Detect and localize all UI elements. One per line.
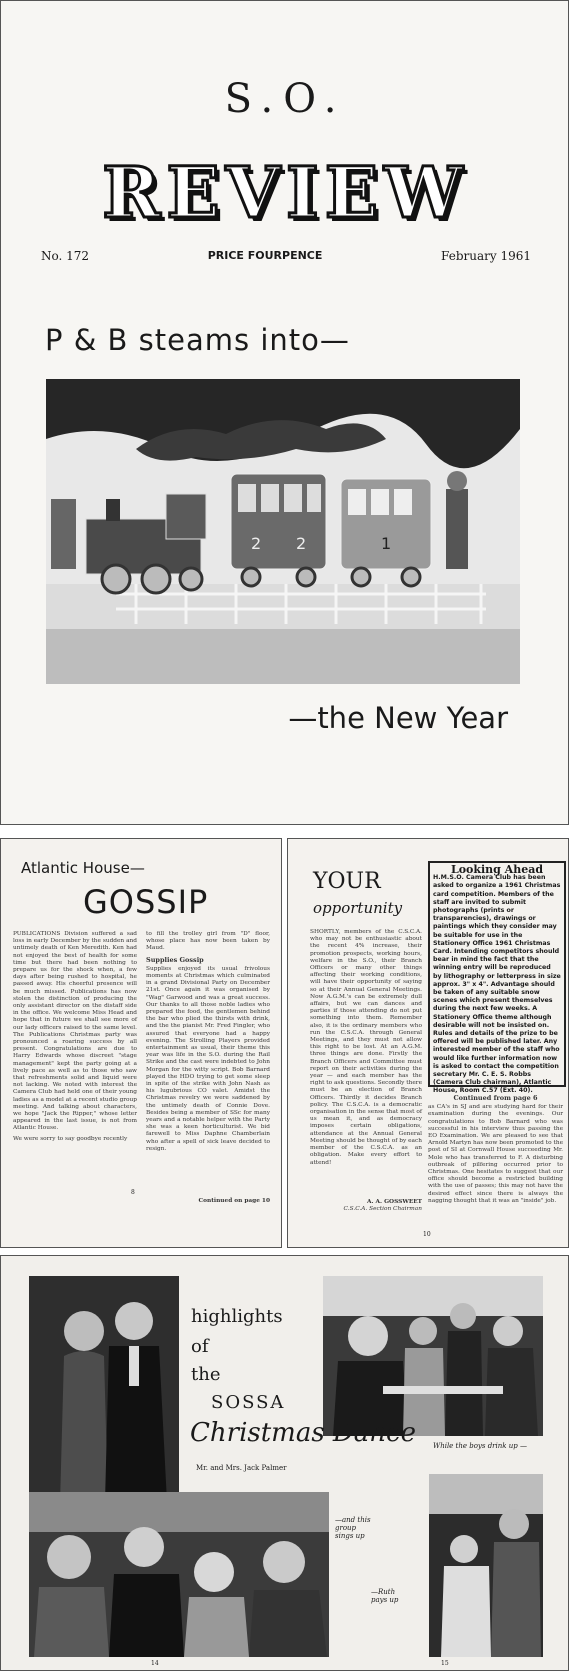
continued-from-head: Continued from page 6 (453, 1094, 538, 1102)
gossip-column-2-intro: to fill the trolley girl from "D" floor, whose place has now been taken by Maud. (146, 931, 270, 952)
christmas-dance-title: Christmas Dance (190, 1418, 416, 1448)
gossip-continued: Continued on page 10 (198, 1197, 270, 1204)
gossip-column-1 (13, 931, 137, 1231)
page-number-14: 14 (151, 1660, 159, 1667)
opportunity-page (287, 838, 569, 1248)
caption-group: —and this group sings up (335, 1516, 371, 1540)
cover-tagline: —the New Year (288, 701, 508, 735)
group-sings-photo (29, 1492, 329, 1657)
page-number-8: 8 (131, 1189, 135, 1196)
page-number-15: 15 (441, 1660, 449, 1667)
gossip-page (0, 838, 282, 1248)
opportunity-title-2: opportunity (313, 899, 403, 917)
continued-from-column (428, 1091, 563, 1226)
cover-page (0, 0, 569, 825)
group-sings-illustration (29, 1492, 329, 1657)
opportunity-signature-role: C.S.C.A. Section Chairman (343, 1206, 422, 1213)
cover-meta-bar (41, 249, 531, 263)
highlights-word-3: the (191, 1364, 221, 1385)
highlights-word-1: highlights (191, 1306, 283, 1327)
ruth-pays-illustration (429, 1474, 543, 1657)
looking-ahead-body: H.M.S.O. Camera Club has been asked to organize a 1961 Christmas card competition. Members of the staff are invited to submit photographs (prints or transparencies), drawings or paintings which they consider may be suitable for use in the Stationery Office 1961 Christmas Card. Intending competitors should bear in mind the fact that the winning entry will be reproduced by lithography or letterpress in size approx. 3" x 4". Advantage should be taken of any suitable snow scenes which present themselves during the next few weeks. A Stationery Office theme although desirable will not be insisted on. Rules and details of the prize to be offered will be published later. Any interested member of the staff who would like further information now is asked to contact the competition secretary Mr. C. E. S. Robbs (Camera Club chairman), Atlantic House, Room C.57 (Ext. 40). (433, 874, 561, 1095)
gossip-column-2-body: Supplies enjoyed its usual frivolous moments at Christmas which culminated in a grand Divisional Party on December 21st. Once again it was organised by "Wag" Garwood and was a great success. Our thanks to all those noble ladies who prepared the food, the gentlemen behind the bar who plied the thirsts with drink, and the the pianist Mr. Fred Fingler, who assured that everyone had a happy evening. The Strolling Players provided entertainment as usual, their theme this year was life in the S.O. during the Rail Strike and the cast were indebted to John Morgan for the witty script. Bob Barnard played the HDO trying to get some sleep in spite of the strike with John Nash as his lugubrious CO valet. Amidst the Christmas revelry we were saddened by the untimely death of Connie Dove. Besides being a member of SSc for many years and a notable helper with the Party she was a keen horticulturist. We bid farewell to Miss Daphne Chamberlain who after a spell of sick leave decided to resign. (146, 965, 270, 1152)
dance-spread (0, 1255, 569, 1671)
train-photo (46, 379, 520, 684)
train-model-illustration (46, 379, 520, 684)
caption-ruth: —Ruth pays up (371, 1588, 399, 1604)
svg-text:2: 2 (296, 534, 307, 553)
caption-couple: Mr. and Mrs. Jack Palmer (196, 1464, 287, 1472)
boys-drink-illustration (323, 1276, 543, 1436)
gossip-kicker: Atlantic House— (21, 859, 145, 877)
svg-text:1: 1 (381, 534, 392, 553)
gossip-column-1-text: PUBLICATIONS Division suffered a sad loss in early December by the sudden and untimely death of Ken Meredith. Ken had not enjoyed the best of health for some time but there had been nothing to prepare us for the shock when, a few days after being rushed to hospital, he passed away. His cheerful presence will be much missed. Publications has now stolen the distinction of producing the only assistant director on the distaff side in the office. We welcome Miss Head and hope that in future we shall see more of our lady officers raised to the same level. The Publications Christmas party was pronounced a roaring success by all present. Congratulations are due to Harry Edwards whose discreet "stage management" kept the party going at a lively pace as well as to those who saw that refreshments solid and liquid were not lacking. We noted with interest the Camera Club had held one of their young ladies as a model at a recent studio group meeting. And talking about characters, we hope "Jack the Ripper," whose letter appeared in the last issue, is not from Atlantic House. (13, 931, 137, 1132)
opportunity-title-1: YOUR (313, 869, 381, 894)
caption-boys: While the boys drink up — (433, 1442, 527, 1450)
opportunity-signature: A. A. GOSSWEET (367, 1199, 422, 1205)
continued-from-body: as CA's in SJ and are studying hard for their examination during the evenings. Our congratulations to Bob Barnard who was successful in his interview thus passing the EO Examination. We are pleased to see that Arnold Martyn has now been promoted to the post of SI at Cornwall House succeeding Mr. Mole who has transferred to F. A disturbing outbreak of pilfering occurred prior to Christmas. One hesitates to suggest that our office should become a restricted building with the use of passes; this may not have the desired effect since there is always the nagging thought that it was an "inside" job. (428, 1104, 563, 1204)
ruth-pays-photo (429, 1474, 543, 1657)
opportunity-body-text: SHORTLY, members of the C.S.C.A. who may not be enthusiastic about the recent 4% increase, their promotion prospects, working hours, welfare in the S.O., their Branch Officers or many other things affecting their working conditions, will have their opportunity of saying so at their Annual General Meetings. Now A.G.M.'s can be extremely dull affairs, but we can dances and parties if those attending do not put something into them. Remember also, it is the ordinary members who run the C.S.C.A. through General Meetings, and they must not allow this right to be lost. At an A.G.M. three things are done. Firstly the Branch Officers and Committee must report on their activities during the year — and each member has the right to ask questions. Secondly there must be an election of Branch Officers. Thirdly it decides Branch policy. The C.S.C.A. is a democratic organisation in the sense that most of us mean it, and as democracy imposes certain obligations, attendance at the Annual General Meeting should be thought of by each member of the C.S.C.A. as an obligation. Make every effort to attend! (310, 929, 422, 1166)
gossip-column-1-end: We were sorry to say goodbye recently (13, 1135, 128, 1142)
opportunity-body (310, 929, 422, 1225)
gossip-column-2 (146, 931, 270, 1231)
masthead-title: REVIEW (102, 151, 469, 234)
supplies-gossip-subhead: Supplies Gossip (146, 955, 204, 964)
masthead-top: S.O. (224, 76, 347, 122)
highlights-word-2: of (191, 1336, 209, 1357)
svg-text:2: 2 (251, 534, 262, 553)
page-number-10: 10 (423, 1231, 431, 1238)
looking-ahead-box (428, 861, 566, 1095)
issue-date: February 1961 (441, 249, 531, 263)
gossip-title: GOSSIP (83, 883, 209, 921)
cover-headline: P & B steams into— (45, 323, 350, 357)
cover-price: PRICE FOURPENCE (207, 249, 323, 262)
looking-ahead-title: Looking Ahead (450, 863, 544, 876)
highlights-word-4: SOSSA (211, 1392, 286, 1413)
issue-number: No. 172 (41, 249, 90, 263)
boys-drink-photo (323, 1276, 543, 1436)
